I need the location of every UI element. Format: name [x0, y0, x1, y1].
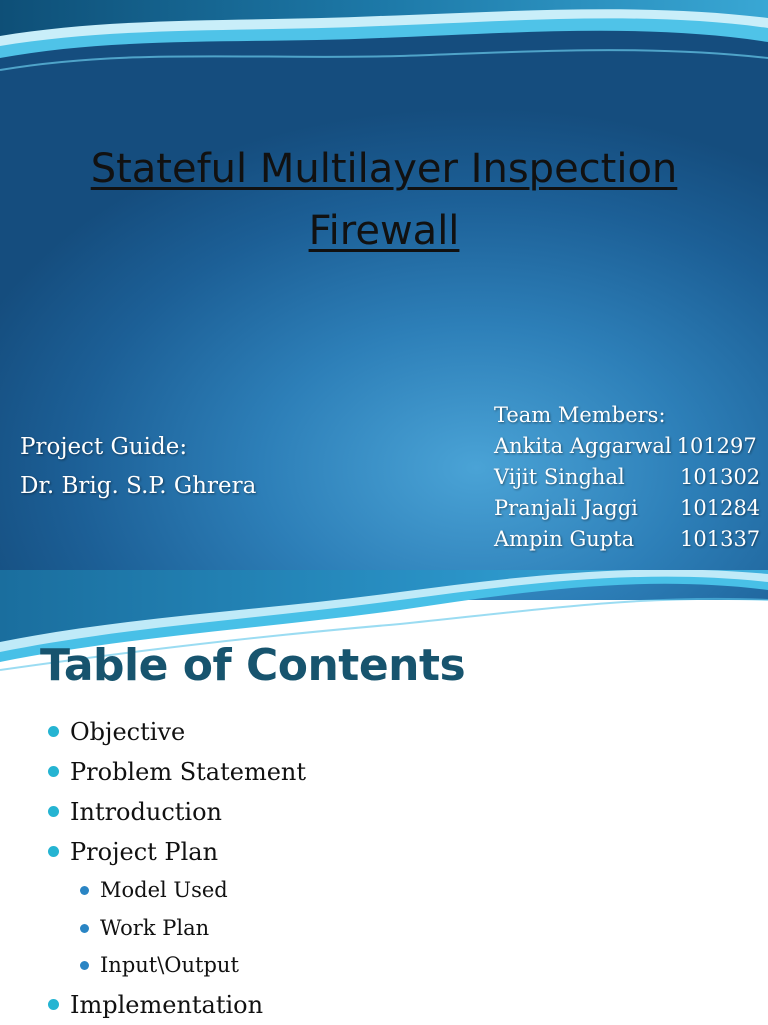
member-name: Pranjali Jaggi — [494, 496, 638, 520]
project-guide — [20, 428, 256, 506]
toc-subitem-text: Work Plan — [100, 915, 210, 940]
toc-item — [48, 985, 306, 1025]
project-guide-label: Project Guide: — [20, 434, 188, 460]
member-name: Vijit Singhal — [494, 465, 625, 489]
toc-subitem — [48, 872, 306, 910]
toc-title: Table of Contents — [40, 640, 466, 691]
project-guide-name: Dr. Brig. S.P. Ghrera — [20, 473, 257, 499]
member-name: Ampin Gupta — [494, 527, 635, 551]
toc-item-text: Introduction — [70, 798, 222, 826]
toc-item — [48, 712, 306, 752]
bullet-icon — [48, 846, 59, 857]
member-name: Ankita Aggarwal — [494, 434, 672, 458]
toc-item — [48, 792, 306, 832]
toc-subitem — [48, 910, 306, 948]
toc-item — [48, 832, 306, 872]
team-member-row — [494, 493, 760, 524]
toc-list — [48, 712, 306, 1025]
bullet-icon — [48, 806, 59, 817]
team-members — [494, 400, 760, 555]
toc-item — [48, 752, 306, 792]
toc-item-text: Objective — [70, 718, 186, 746]
toc-item-text: Problem Statement — [70, 758, 307, 786]
member-id: 101297 — [676, 434, 757, 458]
toc-subitem-text: Model Used — [100, 878, 228, 902]
slide-title — [0, 138, 768, 262]
member-id: 101302 — [680, 465, 761, 489]
toc-subitem — [48, 947, 306, 985]
team-member-row — [494, 431, 760, 462]
wave-decoration-top — [0, 0, 768, 110]
member-id: 101337 — [680, 527, 761, 551]
team-members-label: Team Members: — [494, 403, 666, 427]
toc-item-text: Implementation — [70, 990, 264, 1019]
bullet-icon — [80, 886, 89, 895]
slide-title-line2: Firewall — [308, 208, 460, 254]
member-id: 101284 — [680, 496, 761, 520]
bullet-icon — [48, 726, 59, 737]
slide-title-line1: Stateful Multilayer Inspection — [90, 146, 678, 192]
toc-item-text: Project Plan — [70, 838, 219, 866]
toc-subitem-text: Input\Output — [100, 953, 239, 977]
bullet-icon — [80, 924, 89, 933]
bullet-icon — [80, 961, 89, 970]
team-member-row — [494, 462, 760, 493]
bullet-icon — [48, 766, 59, 777]
team-member-row — [494, 524, 760, 555]
bullet-icon — [48, 999, 59, 1010]
